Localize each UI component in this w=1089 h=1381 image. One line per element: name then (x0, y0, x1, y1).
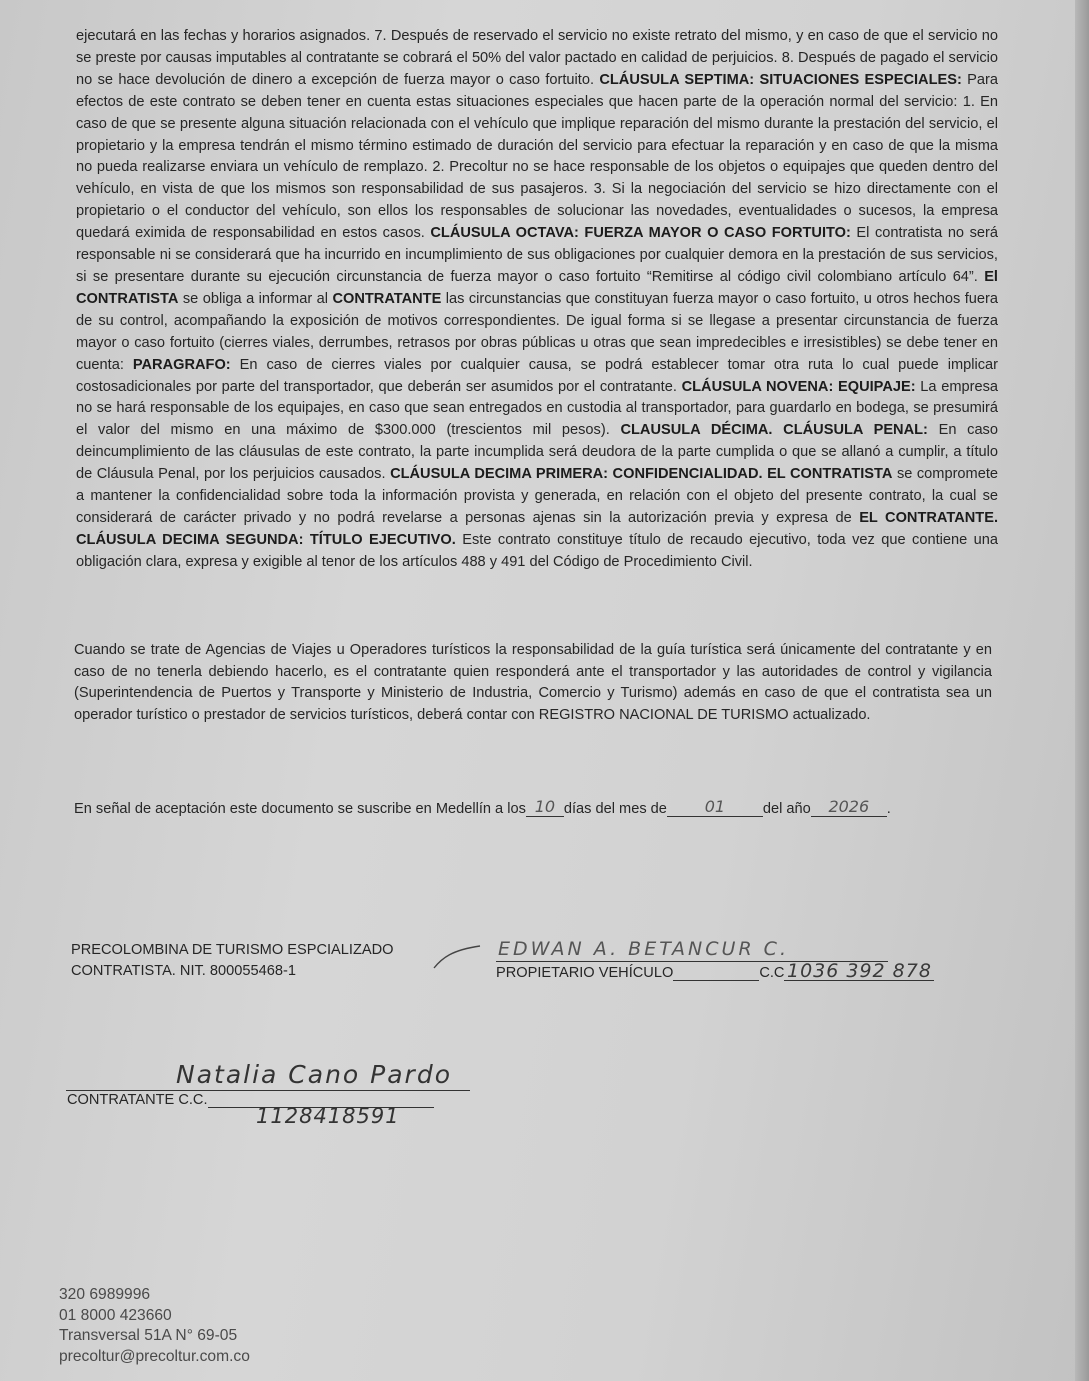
clause-heading: CLAUSULA DÉCIMA. CLÁUSULA PENAL: (620, 422, 928, 439)
clause-text: las circunstancias que constituyan fuerza mayor o caso fortuito, u otros hechos fuera de su control, acompañando la exposición de motivos correspondientes. De igual forma si se llegase a presentar circunstancia de fuerza mayor o caso fortuito (cierres viales, derrumbes, retrasos por obras públicas u otras que sean impredecibles e irresistibles) se debe tener en cuenta: (76, 290, 998, 373)
cc-label: C.C (759, 965, 785, 981)
footer-email: precoltur@precoltur.com.co (59, 1347, 250, 1365)
company-name: PRECOLOMBINA DE TURISMO ESPCIALIZADO (71, 942, 394, 958)
clause-text: La empresa no se hará responsable de los equipajes, en caso que sean entregados en custodia al transportador, para guardarlo en bodega, se presumirá el valor del mismo en una máximo de $300.000 (trescientos mil pesos). (76, 378, 998, 439)
year-field (811, 798, 887, 817)
acceptance-prefix: En señal de aceptación este documento se suscribe en Medellín a los (74, 801, 526, 817)
clause-text: ejecutará en las fechas y horarios asignados. 7. Después de reservado el servicio no existe retrato del mismo, y en caso de que el servicio no se preste por causas imputables al contratante se cobrará el 50% del valor pactado en calidad de perjuicios. 8. Después de pagado el servicio no se hace devolución de dinero a excepción de fuerza mayor o caso fortuito. (76, 28, 998, 88)
month-handwritten: 01 (704, 797, 726, 816)
owner-blank (673, 964, 759, 981)
contract-clauses-text (76, 26, 998, 574)
contratante-name-handwritten: Natalia Cano Pardo (176, 1060, 453, 1089)
footer-address: Transversal 51A N° 69-05 (59, 1327, 238, 1344)
agencias-paragraph: Cuando se trate de Agencias de Viajes u Operadores turísticos la responsabilidad de la guía turística será únicamente del contratante y en caso de no tenerla debiendo hacerlo, es el contratante quien responderá ante el transportador y las autoridades de control y vigilancia (Superintendencia de Puertos y Transporte y Ministerio de Industria, Comercio y Turismo) además en caso de que el contratista sea un operador turístico o prestador de servicios turísticos, deberá contar con REGISTRO NACIONAL DE TURISMO actualizado. (74, 642, 992, 723)
clause-heading: CLÁUSULA OCTAVA: FUERZA MAYOR O CASO FORTUITO: (430, 225, 851, 242)
footer-phone: 320 6989996 (59, 1286, 151, 1303)
owner-name-handwritten: EDWAN A. BETANCUR C. (498, 938, 789, 960)
owner-signature-block (496, 962, 934, 981)
year-handwritten: 2026 (828, 797, 870, 816)
company-role-nit: CONTRATISTA. NIT. 800055468-1 (71, 963, 296, 979)
acceptance-line (74, 798, 974, 817)
acceptance-end: . (886, 801, 891, 817)
clause-heading: El CONTRATISTA (76, 268, 998, 307)
owner-cc-field (784, 962, 934, 981)
contratante-cc-handwritten: 1128418591 (256, 1104, 400, 1128)
days-label: días del mes de (563, 801, 667, 817)
clause-heading: CONTRATANTE (332, 290, 442, 307)
contratante-label: CONTRATANTE C.C. (67, 1092, 208, 1108)
month-field (667, 798, 763, 817)
owner-label: PROPIETARIO VEHÍCULO (496, 965, 674, 981)
clause-heading: CLÁUSULA DECIMA PRIMERA: CONFIDENCIALIDAD. EL CONTRATISTA (390, 466, 893, 483)
clause-text: En caso de cierres viales por cualquier causa, se podrá establecer tomar otra ruta lo cual puede implicar costosadicionales por parte del transportador, que deberán ser asumidos por el contratante. (76, 356, 998, 395)
clause-heading: PARAGRAFO: (132, 356, 231, 373)
clause-text: Este contrato constituye título de recaudo ejecutivo, toda vez que contiene una obligación clara, expresa y exigible al tenor de los artículos 488 y 491 del Código de Procedimiento Civil. (76, 531, 998, 570)
clause-text: En caso deincumplimiento de las cláusulas de este contrato, la parte incumplida será deudora de la parte cumplida o que se allanó a cumplir, a título de Cláusula Penal, por los perjuicios causados. (76, 422, 998, 483)
day-field (526, 798, 564, 817)
clause-heading: CLÁUSULA NOVENA: EQUIPAJE: (681, 378, 916, 395)
contratante-name-line (66, 1090, 470, 1091)
clause-heading: EL CONTRATANTE. CLÁUSULA DECIMA SEGUNDA: TÍTULO EJECUTIVO. (76, 509, 998, 548)
day-handwritten: 10 (534, 797, 556, 816)
contratista-signature-block (71, 940, 393, 982)
page-edge-shadow (1075, 0, 1089, 1381)
clause-text: se compromete a mantener la confidencialidad sobre toda la información provista y generada, en relación con el objeto del presente contrato, la cual se considerará de carácter privado y no podrá revelarse a personas ajenas sin la autorización previa y expresa de (76, 466, 998, 526)
clause-heading: CLÁUSULA SEPTIMA: SITUACIONES ESPECIALES: (599, 71, 962, 88)
signature-stroke-icon (430, 940, 490, 972)
clause-text: se obliga a informar al (178, 290, 333, 307)
owner-cc-handwritten: 1036 392 878 (786, 960, 932, 982)
clause-text: El contratista no será responsable ni se considerará que ha incurrido en incumplimiento de sus obligaciones por cualquier demora en la prestación de sus servicios, si se presentare durante su ejecución circunstancia de fuerza mayor o caso fortuito “Remitirse al código civil colombiano artículo 64”. (76, 225, 998, 285)
footer-toll-free: 01 8000 423660 (59, 1306, 172, 1324)
year-label: del año (762, 801, 811, 817)
footer-contact (59, 1285, 250, 1367)
clause-text: Para efectos de este contrato se deben tener en cuenta estas situaciones especiales que hacen parte de la operación normal del servicio: 1. En caso de que se presente alguna situación relacionada con el vehículo que implique reparación del mismo durante la prestación del servicio, el propietario y la empresa tendrán el mismo término estimado de duración del servicio para efectuar la reparación y en caso de que la misma no pueda realizarse enviara un vehículo de remplazo. 2. Precoltur no se hace responsable de los objetos o equipajes que queden dentro del vehículo, en vista de que los mismos son responsabilidad de sus pasajeros. 3. Si la negociación del servicio se hizo directamente con el propietario o el conductor del vehículo, son ellos los responsables de solucionar las novedades, eventualidades o sucesos, la empresa quedará eximida de responsabilidad en estos casos. (76, 71, 999, 242)
